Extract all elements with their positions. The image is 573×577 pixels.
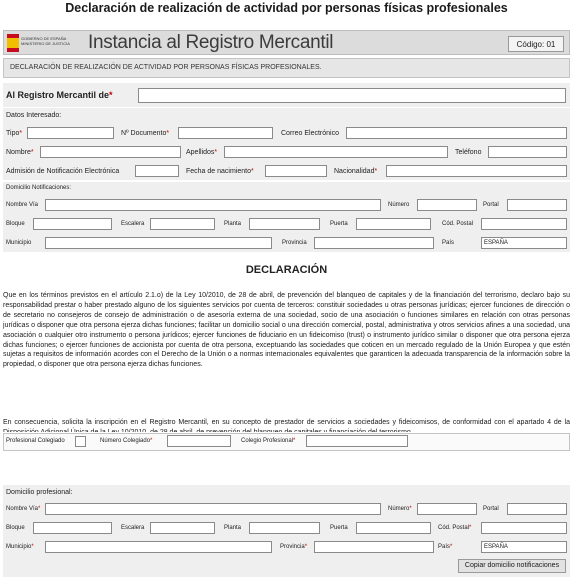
declaracion-title: DECLARACIÓN <box>245 264 328 276</box>
registro-select[interactable] <box>138 88 566 103</box>
fecha-nacimiento-field[interactable] <box>265 165 327 177</box>
notif-numero-label: Número <box>388 202 410 208</box>
notif-puerta-field[interactable] <box>356 218 431 230</box>
prof-planta-field[interactable] <box>249 522 320 534</box>
prof-portal-label: Portal <box>483 506 499 512</box>
colegio-label: Colegio Profesional* <box>241 438 296 444</box>
notif-cod-postal-field[interactable] <box>481 218 567 230</box>
telefono-field[interactable] <box>488 146 567 158</box>
form-code: Código: 01 <box>508 36 564 52</box>
header-title: Instancia al Registro Mercantil <box>88 32 334 53</box>
notif-numero-field[interactable] <box>417 199 477 211</box>
notif-provincia-label: Provincia <box>282 240 307 246</box>
num-documento-field[interactable] <box>178 127 273 139</box>
colegiado-checkbox[interactable] <box>75 436 86 447</box>
prof-numero-label: Número* <box>388 506 412 512</box>
correo-label: Correo Electrónico <box>281 130 339 137</box>
prof-municipio-label: Municipio* <box>6 544 34 550</box>
prof-provincia-select[interactable] <box>314 541 434 553</box>
prof-cod-postal-field[interactable] <box>481 522 567 534</box>
interesado-section-label: Datos Interesado: <box>6 112 62 119</box>
prof-municipio-field[interactable] <box>45 541 272 553</box>
prof-numero-field[interactable] <box>417 503 477 515</box>
notif-bloque-field[interactable] <box>33 218 112 230</box>
prof-cod-postal-label: Cód. Postal* <box>438 525 472 531</box>
notif-escalera-field[interactable] <box>150 218 215 230</box>
colegiado-label: Profesional Colegiado <box>6 438 65 444</box>
prof-provincia-label: Provincia* <box>280 544 308 550</box>
apellidos-field[interactable] <box>224 146 448 158</box>
copy-address-button[interactable]: Copiar domicilio notificaciones <box>458 559 566 573</box>
fecha-nacimiento-label: Fecha de nacimiento* <box>186 168 254 175</box>
notif-pais-select[interactable]: ESPAÑA <box>481 237 567 249</box>
notif-portal-label: Portal <box>483 202 499 208</box>
notif-municipio-label: Municipio <box>6 240 32 246</box>
tipo-select[interactable] <box>27 127 114 139</box>
notif-nombre-via-field[interactable] <box>45 199 381 211</box>
admision-label: Admisión de Notificación Electrónica <box>6 168 120 175</box>
admision-select[interactable] <box>135 165 179 177</box>
notif-provincia-select[interactable] <box>314 237 434 249</box>
notif-planta-field[interactable] <box>249 218 320 230</box>
nombre-label: Nombre* <box>6 149 34 156</box>
spain-flag-stripe <box>7 38 19 48</box>
nacionalidad-select[interactable] <box>386 165 567 177</box>
declaracion-paragraph-2: En consecuencia, solicita la inscripción en el Registro Mercantil, en su concepto de prestador de servicios a sociedades y fideicomisos, de conformidad con el apartado 4 de la <box>3 419 570 426</box>
notif-bloque-label: Bloque <box>6 221 25 227</box>
notif-escalera-label: Escalera <box>121 221 145 227</box>
notif-planta-label: Planta <box>224 221 242 227</box>
nombre-field[interactable] <box>40 146 181 158</box>
telefono-label: Teléfono <box>455 149 482 156</box>
domicilio-prof-label: Domicilio profesional: <box>6 489 73 496</box>
prof-nombre-via-label: Nombre Vía* <box>6 506 41 512</box>
prof-portal-field[interactable] <box>507 503 567 515</box>
notif-nombre-via-label: Nombre Vía <box>6 202 39 208</box>
page-title: Declaración de realización de actividad por personas físicas profesionales <box>65 1 508 15</box>
notif-portal-field[interactable] <box>507 199 567 211</box>
prof-puerta-label: Puerta <box>330 525 348 531</box>
prof-puerta-field[interactable] <box>356 522 431 534</box>
prof-planta-label: Planta <box>224 525 242 531</box>
notif-cod-postal-label: Cód. Postal <box>442 221 474 227</box>
colegio-select[interactable] <box>306 435 408 447</box>
tipo-label: Tipo* <box>6 130 23 137</box>
prof-bloque-label: Bloque <box>6 525 25 531</box>
government-logo <box>7 34 75 52</box>
declaracion-paragraph-1: Que en los términos previstos en el artículo 2.1.o) de la Ley 10/2010, de 28 de abril, de prevención del blanqueo de capitales y de la financiación del terrorismo, declaro bajo su responsabilidad prestar o haber prestado alguno de los siguientes servicios por cuenta de terceros: constituir sociedades u otras personas jurídicas; ejercer funciones de dirección o de secretario no consejeros de consejo de administración o de asesoría externa de una sociedad, socio de una asociación o funciones similares en relación con otras personas jurídicas o disponer que otra persona ejerza dichas funciones; facilitar un domicilio social o una dirección comercial, postal, administrativa y otros servicios afines a una sociedad, una asociación o cualquier otro instrumento o persona jurídicos; ejercer funciones de fiduciario en un fideicomiso (trust) o instrumento jurídico similar o disponer que otra persona ejerza dichas funciones; o ejercer funciones de accionista por cuenta de otra persona, exceptuando las sociedades que coticen en un mercado regulado de la Unión Europea y que estén sujetas a requisitos de información acordes con el Derecho de la Unión o a normas internacionales equivalentes que garanticen la adecuada transparencia de la información sobre la propiedad, o disponer que otra persona ejerza dichas funciones. <box>3 292 570 369</box>
form-subtitle: DECLARACIÓN DE REALIZACIÓN DE ACTIVIDAD POR PERSONAS FÍSICAS PROFESIONALES. <box>3 58 570 78</box>
correo-field[interactable] <box>346 127 567 139</box>
prof-pais-select[interactable]: ESPAÑA <box>481 541 567 553</box>
apellidos-label: Apellidos* <box>186 149 218 156</box>
num-documento-label: Nº Documento* <box>121 130 170 137</box>
numero-colegiado-field[interactable] <box>167 435 231 447</box>
registro-label: Al Registro Mercantil de* <box>6 90 113 100</box>
notif-puerta-label: Puerta <box>330 221 348 227</box>
prof-bloque-field[interactable] <box>33 522 112 534</box>
notif-municipio-field[interactable] <box>45 237 272 249</box>
domicilio-notif-label: Domicilio Notificaciones: <box>6 185 72 191</box>
prof-escalera-field[interactable] <box>150 522 215 534</box>
logo-text: GOBIERNO DE ESPAÑA MINISTERIO DE JUSTICIA <box>21 36 70 46</box>
nacionalidad-label: Nacionalidad* <box>334 168 378 175</box>
prof-nombre-via-field[interactable] <box>45 503 381 515</box>
numero-colegiado-label: Número Colegiado* <box>100 438 153 444</box>
prof-escalera-label: Escalera <box>121 525 145 531</box>
notif-pais-label: País <box>442 240 455 246</box>
prof-pais-label: País* <box>438 544 453 550</box>
